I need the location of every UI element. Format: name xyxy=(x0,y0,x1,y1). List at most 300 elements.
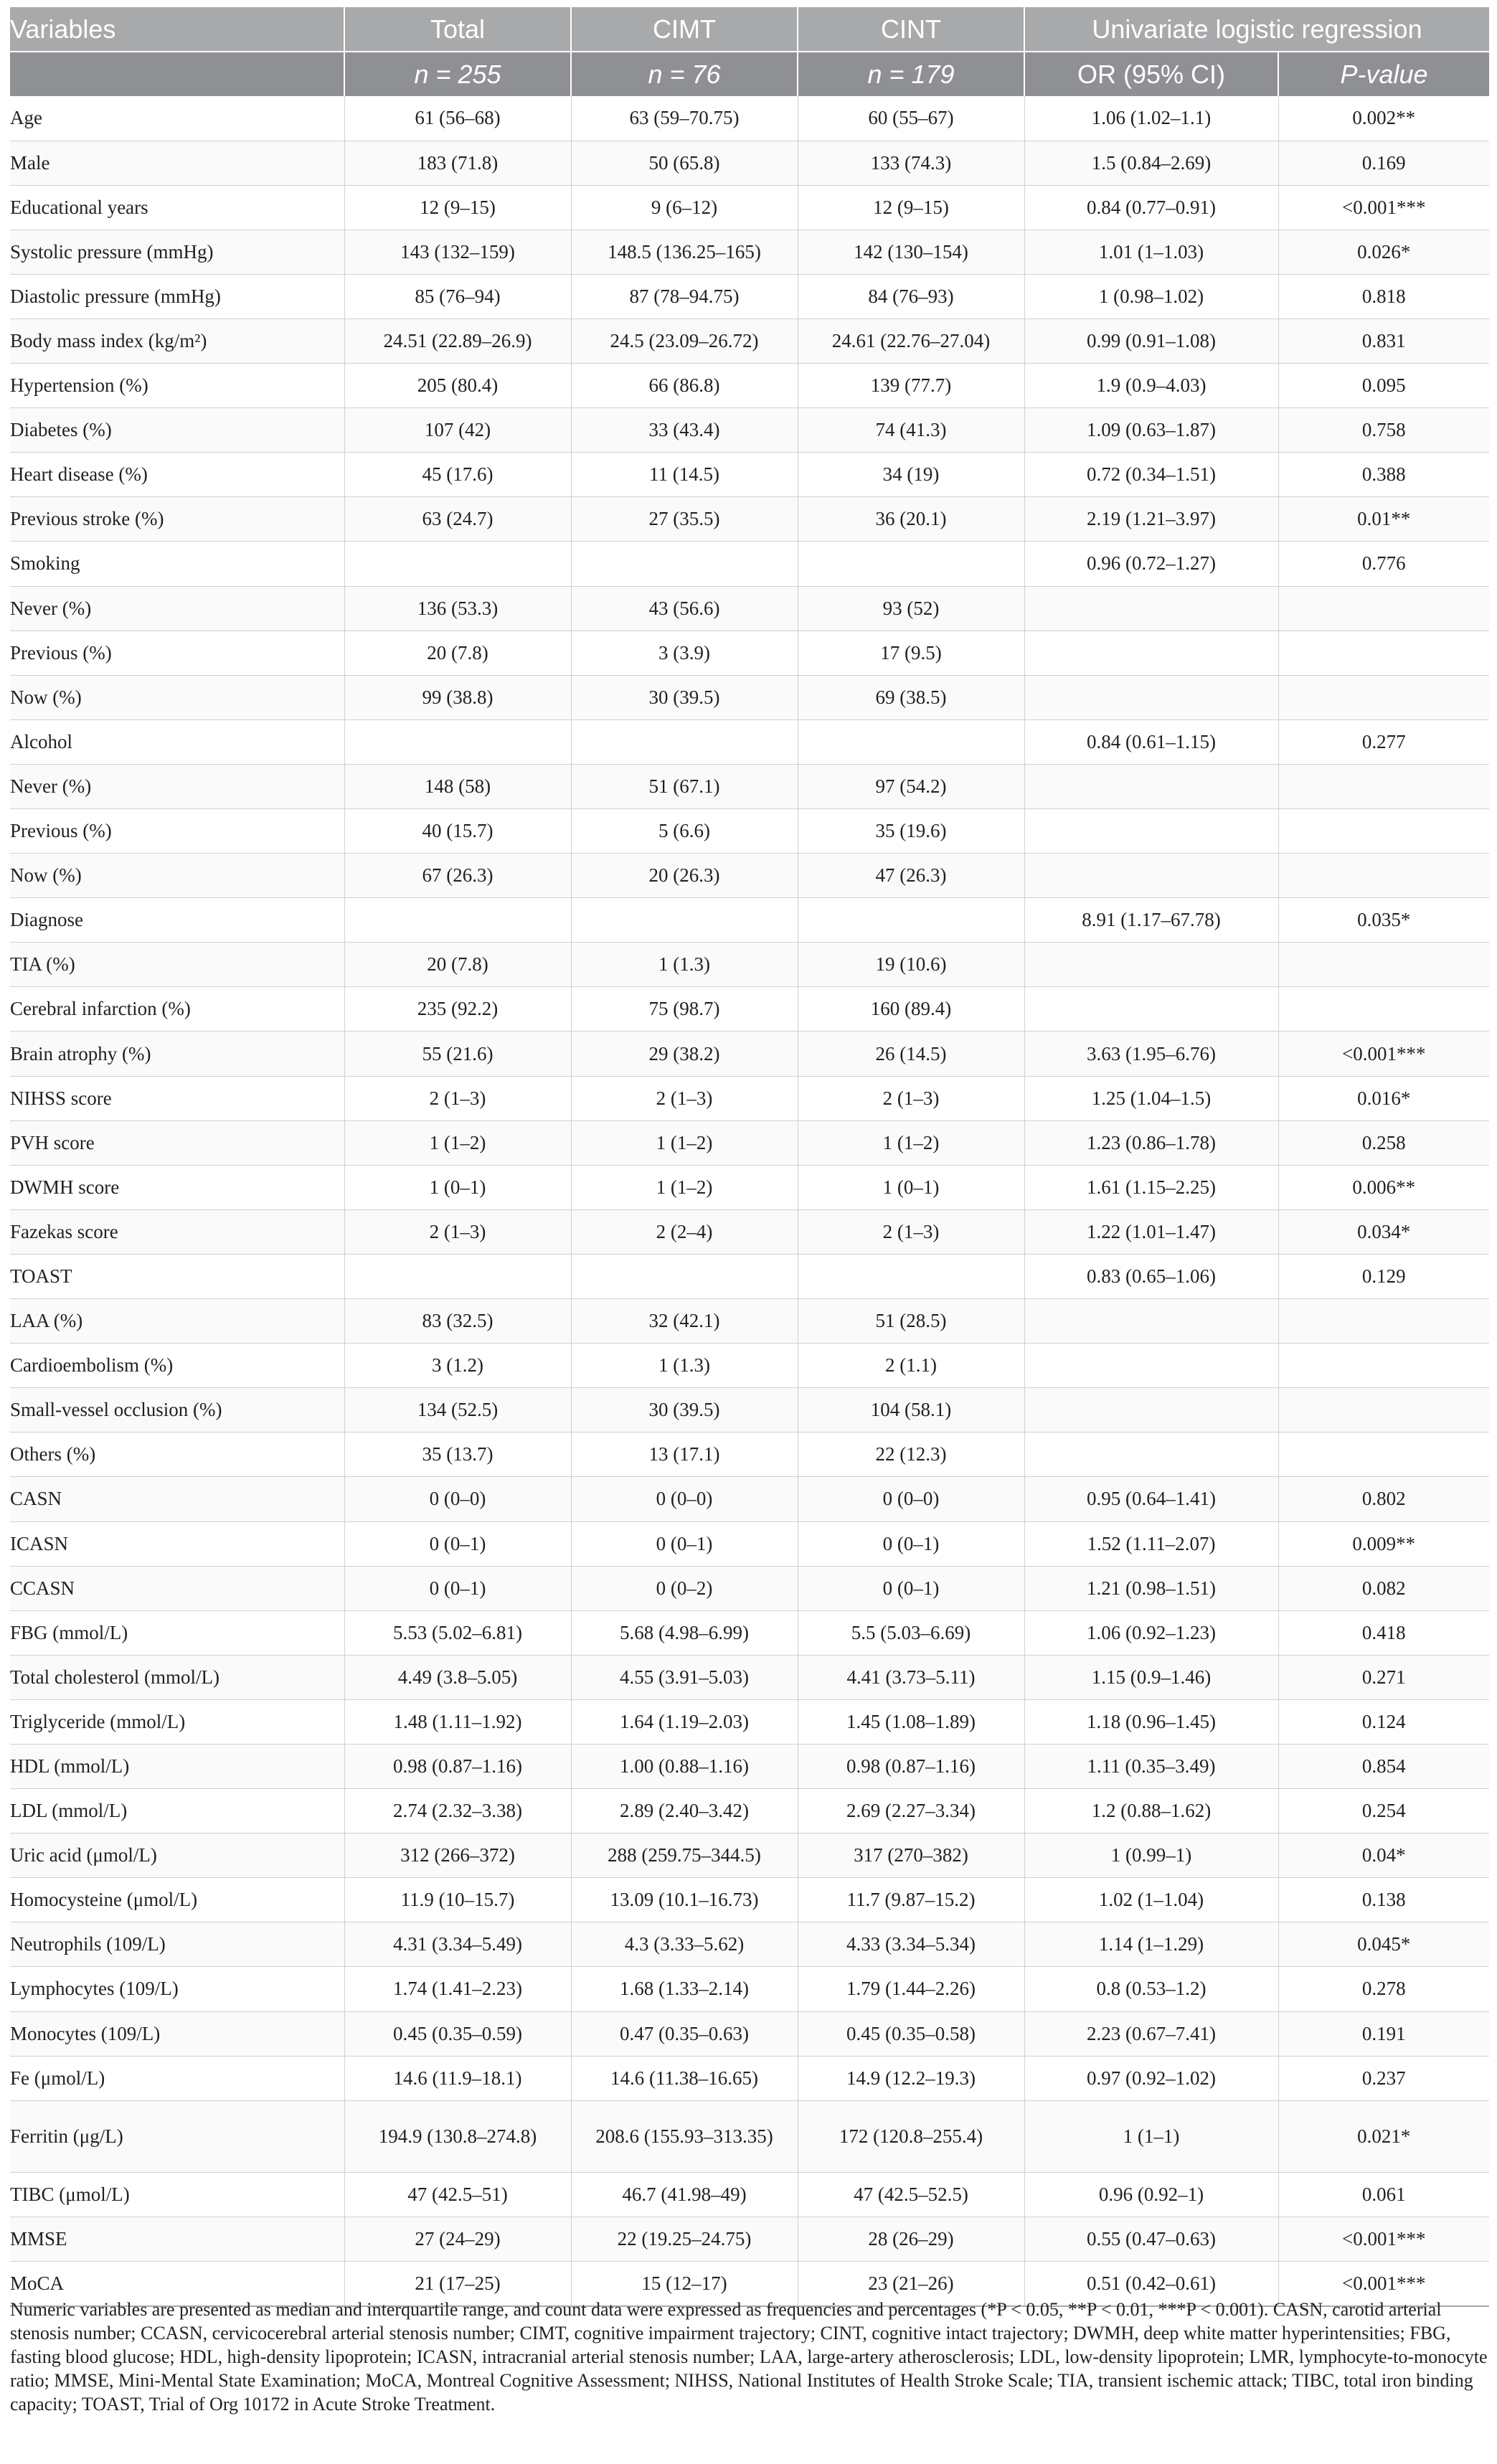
cell-or xyxy=(1024,987,1278,1032)
table-row xyxy=(10,943,1489,987)
cell-cint: 0.98 (0.87–1.16) xyxy=(798,1744,1024,1788)
cell-cimt: 13.09 (10.1–16.73) xyxy=(571,1878,798,1922)
cell-variable: Ferritin (μg/L) xyxy=(10,2100,344,2172)
cell-total: 47 (42.5–51) xyxy=(344,2172,571,2217)
table-footnote: Numeric variables are presented as median and interquartile range, and count data were expressed as frequencies and percentages (*P < 0.05, **P < 0.01, ***P < 0.001). CASN, carotid arterial stenosis number; CCASN, cervicocerebral arterial stenosis number; CIMT, cognitive impairment trajectory; CINT, cognitive intact trajectory; DWMH, deep white matter hyperintensities; FBG, fasting blood glucose; HDL, high-density lipoprotein; ICASN, intracranial arterial stenosis number; LAA, large-artery atherosclerosis; LDL, low-density lipoprotein; LMR, lymphocyte-to-monocyte ratio; MMSE, Mini-Mental State Examination; MoCA, Montreal Cognitive Assessment; NIHSS, National Institutes of Health Stroke Scale; TIA, transient ischemic attack; TIBC, total iron binding capacity; TOAST, Trial of Org 10172 in Acute Stroke Treatment. xyxy=(10,2299,1488,2415)
cell-total: 63 (24.7) xyxy=(344,497,571,542)
table-row xyxy=(10,1744,1489,1788)
cell-pvalue: 0.271 xyxy=(1278,1655,1489,1699)
table-row xyxy=(10,96,1489,141)
cell-cint: 1.79 (1.44–2.26) xyxy=(798,1967,1024,2011)
cell-pvalue: 0.006** xyxy=(1278,1165,1489,1209)
cell-total: 11.9 (10–15.7) xyxy=(344,1878,571,1922)
cell-cint: 2 (1–3) xyxy=(798,1209,1024,1254)
cell-total: 45 (17.6) xyxy=(344,453,571,497)
cell-total: 85 (76–94) xyxy=(344,274,571,318)
table-row xyxy=(10,987,1489,1032)
cell-total: 107 (42) xyxy=(344,408,571,453)
cell-pvalue: 0.388 xyxy=(1278,453,1489,497)
cell-variable: Brain atrophy (%) xyxy=(10,1032,344,1076)
table-row xyxy=(10,1967,1489,2011)
cell-variable: NIHSS score xyxy=(10,1076,344,1120)
cell-cint: 22 (12.3) xyxy=(798,1432,1024,1477)
cell-or: 1.23 (0.86–1.78) xyxy=(1024,1120,1278,1165)
cell-total: 21 (17–25) xyxy=(344,2261,571,2305)
table-row xyxy=(10,1165,1489,1209)
cell-variable: Small-vessel occlusion (%) xyxy=(10,1388,344,1432)
cell-cimt xyxy=(571,719,798,764)
cell-cint: 17 (9.5) xyxy=(798,631,1024,675)
cell-total: 183 (71.8) xyxy=(344,141,571,185)
cell-variable: MoCA xyxy=(10,2261,344,2305)
cell-total: 12 (9–15) xyxy=(344,185,571,230)
cell-variable: CCASN xyxy=(10,1566,344,1610)
cell-variable: Cerebral infarction (%) xyxy=(10,987,344,1032)
cell-pvalue xyxy=(1278,809,1489,854)
table-row xyxy=(10,141,1489,185)
cell-pvalue: 0.034* xyxy=(1278,1209,1489,1254)
table-row xyxy=(10,1209,1489,1254)
cell-cimt: 3 (3.9) xyxy=(571,631,798,675)
cell-cimt xyxy=(571,1254,798,1298)
cell-cint: 139 (77.7) xyxy=(798,364,1024,408)
table-body xyxy=(10,96,1489,2306)
cell-or: 1.06 (0.92–1.23) xyxy=(1024,1610,1278,1655)
cell-variable: CASN xyxy=(10,1477,344,1521)
cell-pvalue: 0.082 xyxy=(1278,1566,1489,1610)
table-row xyxy=(10,1566,1489,1610)
cell-cint: 60 (55–67) xyxy=(798,96,1024,141)
cell-cint: 47 (42.5–52.5) xyxy=(798,2172,1024,2217)
table-row xyxy=(10,1655,1489,1699)
cell-or: 1.11 (0.35–3.49) xyxy=(1024,1744,1278,1788)
cell-total xyxy=(344,719,571,764)
cell-or xyxy=(1024,631,1278,675)
cell-or: 0.99 (0.91–1.08) xyxy=(1024,318,1278,363)
cell-variable: Systolic pressure (mmHg) xyxy=(10,230,344,274)
cell-pvalue xyxy=(1278,631,1489,675)
cell-cimt: 1.64 (1.19–2.03) xyxy=(571,1699,798,1744)
cell-or: 0.83 (0.65–1.06) xyxy=(1024,1254,1278,1298)
cell-total: 148 (58) xyxy=(344,764,571,808)
cell-total: 1 (0–1) xyxy=(344,1165,571,1209)
cell-pvalue xyxy=(1278,764,1489,808)
cell-variable: Male xyxy=(10,141,344,185)
cell-cimt: 11 (14.5) xyxy=(571,453,798,497)
cell-or: 1.06 (1.02–1.1) xyxy=(1024,96,1278,141)
cell-cint: 23 (21–26) xyxy=(798,2261,1024,2305)
table-row xyxy=(10,809,1489,854)
cell-cimt: 148.5 (136.25–165) xyxy=(571,230,798,274)
table-row xyxy=(10,274,1489,318)
cell-pvalue: 0.169 xyxy=(1278,141,1489,185)
cell-cimt: 1.68 (1.33–2.14) xyxy=(571,1967,798,2011)
cell-total xyxy=(344,1254,571,1298)
cell-variable: FBG (mmol/L) xyxy=(10,1610,344,1655)
cell-or: 1 (0.99–1) xyxy=(1024,1833,1278,1878)
cell-total: 14.6 (11.9–18.1) xyxy=(344,2056,571,2100)
cell-variable: Never (%) xyxy=(10,586,344,631)
cell-pvalue: 0.278 xyxy=(1278,1967,1489,2011)
cell-or: 1.25 (1.04–1.5) xyxy=(1024,1076,1278,1120)
header-total-n: n = 255 xyxy=(344,52,571,96)
cell-or: 0.95 (0.64–1.41) xyxy=(1024,1477,1278,1521)
header-cimt: CIMT xyxy=(571,7,798,52)
cell-or: 1.52 (1.11–2.07) xyxy=(1024,1521,1278,1566)
cell-variable: Diabetes (%) xyxy=(10,408,344,453)
cell-or xyxy=(1024,854,1278,898)
cell-cint: 19 (10.6) xyxy=(798,943,1024,987)
cell-cint: 11.7 (9.87–15.2) xyxy=(798,1878,1024,1922)
cell-total: 2.74 (2.32–3.38) xyxy=(344,1789,571,1833)
cell-variable: PVH score xyxy=(10,1120,344,1165)
cell-pvalue xyxy=(1278,987,1489,1032)
header-total: Total xyxy=(344,7,571,52)
cell-pvalue xyxy=(1278,1299,1489,1344)
cell-pvalue xyxy=(1278,586,1489,631)
cell-or: 0.72 (0.34–1.51) xyxy=(1024,453,1278,497)
cell-pvalue: 0.854 xyxy=(1278,1744,1489,1788)
cell-pvalue: 0.277 xyxy=(1278,719,1489,764)
cell-total xyxy=(344,898,571,943)
cell-total: 83 (32.5) xyxy=(344,1299,571,1344)
cell-or: 0.84 (0.61–1.15) xyxy=(1024,719,1278,764)
cell-or xyxy=(1024,586,1278,631)
header-variables: Variables xyxy=(10,7,344,52)
table-row xyxy=(10,1610,1489,1655)
cell-total: 99 (38.8) xyxy=(344,675,571,719)
cell-cimt: 46.7 (41.98–49) xyxy=(571,2172,798,2217)
cell-cint: 1 (1–2) xyxy=(798,1120,1024,1165)
cell-total: 134 (52.5) xyxy=(344,1388,571,1432)
table-row xyxy=(10,2172,1489,2217)
cell-cint: 2.69 (2.27–3.34) xyxy=(798,1789,1024,1833)
cell-pvalue xyxy=(1278,854,1489,898)
cell-cint: 24.61 (22.76–27.04) xyxy=(798,318,1024,363)
cell-pvalue: <0.001*** xyxy=(1278,1032,1489,1076)
cell-variable: Cardioembolism (%) xyxy=(10,1344,344,1388)
cell-total: 136 (53.3) xyxy=(344,586,571,631)
cell-cimt xyxy=(571,542,798,586)
cell-cimt: 27 (35.5) xyxy=(571,497,798,542)
cell-cint: 0 (0–1) xyxy=(798,1566,1024,1610)
cell-cimt: 24.5 (23.09–26.72) xyxy=(571,318,798,363)
cell-total: 312 (266–372) xyxy=(344,1833,571,1878)
cell-pvalue: <0.001*** xyxy=(1278,185,1489,230)
cell-cint: 104 (58.1) xyxy=(798,1388,1024,1432)
cell-pvalue: <0.001*** xyxy=(1278,2261,1489,2305)
cell-total: 67 (26.3) xyxy=(344,854,571,898)
table-row xyxy=(10,2056,1489,2100)
header-cint: CINT xyxy=(798,7,1024,52)
table-row xyxy=(10,631,1489,675)
cell-variable: Diastolic pressure (mmHg) xyxy=(10,274,344,318)
cell-cint: 28 (26–29) xyxy=(798,2217,1024,2261)
cell-cint: 4.41 (3.73–5.11) xyxy=(798,1655,1024,1699)
cell-variable: Monocytes (109/L) xyxy=(10,2011,344,2056)
cell-variable: TIA (%) xyxy=(10,943,344,987)
cell-pvalue: 0.124 xyxy=(1278,1699,1489,1744)
table-row xyxy=(10,497,1489,542)
cell-total: 1.48 (1.11–1.92) xyxy=(344,1699,571,1744)
cell-pvalue: 0.258 xyxy=(1278,1120,1489,1165)
cell-cimt: 14.6 (11.38–16.65) xyxy=(571,2056,798,2100)
cell-variable: Body mass index (kg/m²) xyxy=(10,318,344,363)
cell-cint: 35 (19.6) xyxy=(798,809,1024,854)
cell-or: 1.21 (0.98–1.51) xyxy=(1024,1566,1278,1610)
header-cint-n: n = 179 xyxy=(798,52,1024,96)
cell-total: 1.74 (1.41–2.23) xyxy=(344,1967,571,2011)
cell-variable: Smoking xyxy=(10,542,344,586)
table-row xyxy=(10,1699,1489,1744)
cell-or: 0.96 (0.92–1) xyxy=(1024,2172,1278,2217)
cell-cimt: 30 (39.5) xyxy=(571,675,798,719)
cell-total: 35 (13.7) xyxy=(344,1432,571,1477)
header-univariate: Univariate logistic regression xyxy=(1024,7,1489,52)
cell-cimt: 5.68 (4.98–6.99) xyxy=(571,1610,798,1655)
cell-variable: Age xyxy=(10,96,344,141)
cell-variable: Neutrophils (109/L) xyxy=(10,1922,344,1967)
cell-or: 1.22 (1.01–1.47) xyxy=(1024,1209,1278,1254)
cell-total: 5.53 (5.02–6.81) xyxy=(344,1610,571,1655)
table-row xyxy=(10,586,1489,631)
cell-cimt: 0 (0–2) xyxy=(571,1566,798,1610)
cell-variable: Fazekas score xyxy=(10,1209,344,1254)
header-or: OR (95% CI) xyxy=(1024,52,1278,96)
cell-variable: Alcohol xyxy=(10,719,344,764)
table-row xyxy=(10,2217,1489,2261)
cell-cimt: 5 (6.6) xyxy=(571,809,798,854)
cell-cint: 2 (1.1) xyxy=(798,1344,1024,1388)
table-row xyxy=(10,719,1489,764)
cell-total: 24.51 (22.89–26.9) xyxy=(344,318,571,363)
cell-pvalue: 0.831 xyxy=(1278,318,1489,363)
cell-or: 1.9 (0.9–4.03) xyxy=(1024,364,1278,408)
cell-cint xyxy=(798,542,1024,586)
cell-pvalue: 0.01** xyxy=(1278,497,1489,542)
header-row-1 xyxy=(10,7,1489,52)
cell-cimt: 4.55 (3.91–5.03) xyxy=(571,1655,798,1699)
cell-cint: 2 (1–3) xyxy=(798,1076,1024,1120)
cell-or: 0.55 (0.47–0.63) xyxy=(1024,2217,1278,2261)
cell-or: 1.14 (1–1.29) xyxy=(1024,1922,1278,1967)
cell-cint: 142 (130–154) xyxy=(798,230,1024,274)
cell-variable: HDL (mmol/L) xyxy=(10,1744,344,1788)
cell-pvalue: 0.026* xyxy=(1278,230,1489,274)
cell-cimt: 13 (17.1) xyxy=(571,1432,798,1477)
table-row xyxy=(10,408,1489,453)
cell-variable: Diagnose xyxy=(10,898,344,943)
cell-cint: 0.45 (0.35–0.58) xyxy=(798,2011,1024,2056)
cell-total: 27 (24–29) xyxy=(344,2217,571,2261)
table-row xyxy=(10,854,1489,898)
cell-cimt: 0 (0–0) xyxy=(571,1477,798,1521)
table-row xyxy=(10,1432,1489,1477)
cell-or: 0.8 (0.53–1.2) xyxy=(1024,1967,1278,2011)
cell-pvalue: 0.04* xyxy=(1278,1833,1489,1878)
cell-cimt: 208.6 (155.93–313.35) xyxy=(571,2100,798,2172)
table-row xyxy=(10,2100,1489,2172)
cell-cimt: 63 (59–70.75) xyxy=(571,96,798,141)
cell-or: 1.09 (0.63–1.87) xyxy=(1024,408,1278,453)
cell-pvalue: 0.237 xyxy=(1278,2056,1489,2100)
cell-cint: 47 (26.3) xyxy=(798,854,1024,898)
cell-total: 0 (0–1) xyxy=(344,1566,571,1610)
header-blank xyxy=(10,52,344,96)
cell-cimt: 43 (56.6) xyxy=(571,586,798,631)
cell-cint: 317 (270–382) xyxy=(798,1833,1024,1878)
cell-cimt: 4.3 (3.33–5.62) xyxy=(571,1922,798,1967)
cell-or: 1.02 (1–1.04) xyxy=(1024,1878,1278,1922)
cell-pvalue: 0.758 xyxy=(1278,408,1489,453)
cell-cint: 69 (38.5) xyxy=(798,675,1024,719)
cell-cint: 36 (20.1) xyxy=(798,497,1024,542)
cell-pvalue: 0.191 xyxy=(1278,2011,1489,2056)
cell-cint xyxy=(798,1254,1024,1298)
cell-total: 143 (132–159) xyxy=(344,230,571,274)
cell-variable: Educational years xyxy=(10,185,344,230)
cell-variable: Total cholesterol (mmol/L) xyxy=(10,1655,344,1699)
cell-cimt: 20 (26.3) xyxy=(571,854,798,898)
cell-cint: 160 (89.4) xyxy=(798,987,1024,1032)
cell-total: 3 (1.2) xyxy=(344,1344,571,1388)
cell-pvalue xyxy=(1278,675,1489,719)
table-row xyxy=(10,675,1489,719)
table-row xyxy=(10,185,1489,230)
cell-cint: 1 (0–1) xyxy=(798,1165,1024,1209)
cell-or: 0.97 (0.92–1.02) xyxy=(1024,2056,1278,2100)
cell-total: 0 (0–0) xyxy=(344,1477,571,1521)
table-row xyxy=(10,1299,1489,1344)
cell-or xyxy=(1024,1344,1278,1388)
table-row xyxy=(10,1344,1489,1388)
table-row xyxy=(10,1922,1489,1967)
cell-variable: Fe (μmol/L) xyxy=(10,2056,344,2100)
table-row xyxy=(10,1521,1489,1566)
cell-or: 1.15 (0.9–1.46) xyxy=(1024,1655,1278,1699)
cell-cimt: 1 (1.3) xyxy=(571,943,798,987)
cell-total: 55 (21.6) xyxy=(344,1032,571,1076)
table-row xyxy=(10,1076,1489,1120)
table-row xyxy=(10,1833,1489,1878)
cell-cimt: 2 (1–3) xyxy=(571,1076,798,1120)
table-row xyxy=(10,1254,1489,1298)
cell-cimt: 0.47 (0.35–0.63) xyxy=(571,2011,798,2056)
cell-variable: Others (%) xyxy=(10,1432,344,1477)
table-row xyxy=(10,1032,1489,1076)
cell-variable: Hypertension (%) xyxy=(10,364,344,408)
cell-cimt: 9 (6–12) xyxy=(571,185,798,230)
cell-cint: 26 (14.5) xyxy=(798,1032,1024,1076)
cell-pvalue: 0.095 xyxy=(1278,364,1489,408)
cell-pvalue: <0.001*** xyxy=(1278,2217,1489,2261)
cell-cint: 34 (19) xyxy=(798,453,1024,497)
cell-variable: ICASN xyxy=(10,1521,344,1566)
cell-cint: 84 (76–93) xyxy=(798,274,1024,318)
cell-pvalue: 0.254 xyxy=(1278,1789,1489,1833)
cell-total: 61 (56–68) xyxy=(344,96,571,141)
cell-or: 1.2 (0.88–1.62) xyxy=(1024,1789,1278,1833)
cell-variable: Previous stroke (%) xyxy=(10,497,344,542)
cell-or xyxy=(1024,764,1278,808)
cell-total: 20 (7.8) xyxy=(344,631,571,675)
cell-cimt: 15 (12–17) xyxy=(571,2261,798,2305)
cell-variable: MMSE xyxy=(10,2217,344,2261)
cell-or xyxy=(1024,1388,1278,1432)
cell-cint: 74 (41.3) xyxy=(798,408,1024,453)
cell-cimt: 30 (39.5) xyxy=(571,1388,798,1432)
cell-pvalue: 0.061 xyxy=(1278,2172,1489,2217)
cell-cint: 12 (9–15) xyxy=(798,185,1024,230)
cell-cint: 51 (28.5) xyxy=(798,1299,1024,1344)
cell-total: 2 (1–3) xyxy=(344,1209,571,1254)
data-table xyxy=(10,7,1489,2307)
cell-cint: 0 (0–1) xyxy=(798,1521,1024,1566)
cell-cint xyxy=(798,898,1024,943)
table-row xyxy=(10,898,1489,943)
cell-or: 2.19 (1.21–3.97) xyxy=(1024,497,1278,542)
cell-cimt xyxy=(571,898,798,943)
cell-cimt: 66 (86.8) xyxy=(571,364,798,408)
cell-total: 205 (80.4) xyxy=(344,364,571,408)
cell-cint: 97 (54.2) xyxy=(798,764,1024,808)
cell-cint: 133 (74.3) xyxy=(798,141,1024,185)
cell-total: 4.31 (3.34–5.49) xyxy=(344,1922,571,1967)
cell-pvalue: 0.802 xyxy=(1278,1477,1489,1521)
cell-total: 20 (7.8) xyxy=(344,943,571,987)
cell-total: 1 (1–2) xyxy=(344,1120,571,1165)
cell-cimt: 0 (0–1) xyxy=(571,1521,798,1566)
cell-cimt: 1 (1–2) xyxy=(571,1165,798,1209)
cell-cimt: 87 (78–94.75) xyxy=(571,274,798,318)
cell-cint: 172 (120.8–255.4) xyxy=(798,2100,1024,2172)
table-row xyxy=(10,1477,1489,1521)
cell-total: 194.9 (130.8–274.8) xyxy=(344,2100,571,2172)
cell-variable: DWMH score xyxy=(10,1165,344,1209)
table-row xyxy=(10,364,1489,408)
cell-total: 0 (0–1) xyxy=(344,1521,571,1566)
cell-variable: Previous (%) xyxy=(10,809,344,854)
cell-cimt: 22 (19.25–24.75) xyxy=(571,2217,798,2261)
cell-cimt: 33 (43.4) xyxy=(571,408,798,453)
cell-cimt: 50 (65.8) xyxy=(571,141,798,185)
cell-or: 0.84 (0.77–0.91) xyxy=(1024,185,1278,230)
cell-variable: Uric acid (μmol/L) xyxy=(10,1833,344,1878)
cell-variable: Never (%) xyxy=(10,764,344,808)
cell-variable: LAA (%) xyxy=(10,1299,344,1344)
cell-or xyxy=(1024,1432,1278,1477)
cell-or: 1.18 (0.96–1.45) xyxy=(1024,1699,1278,1744)
cell-pvalue: 0.035* xyxy=(1278,898,1489,943)
cell-or: 1.01 (1–1.03) xyxy=(1024,230,1278,274)
cell-pvalue: 0.016* xyxy=(1278,1076,1489,1120)
cell-variable: TIBC (μmol/L) xyxy=(10,2172,344,2217)
cell-total: 4.49 (3.8–5.05) xyxy=(344,1655,571,1699)
cell-pvalue: 0.129 xyxy=(1278,1254,1489,1298)
cell-or: 0.96 (0.72–1.27) xyxy=(1024,542,1278,586)
cell-or xyxy=(1024,675,1278,719)
cell-cint: 14.9 (12.2–19.3) xyxy=(798,2056,1024,2100)
cell-cint: 4.33 (3.34–5.34) xyxy=(798,1922,1024,1967)
table-row xyxy=(10,318,1489,363)
cell-or xyxy=(1024,809,1278,854)
cell-cimt: 1 (1.3) xyxy=(571,1344,798,1388)
cell-pvalue: 0.002** xyxy=(1278,96,1489,141)
cell-or: 1.61 (1.15–2.25) xyxy=(1024,1165,1278,1209)
table-row xyxy=(10,1120,1489,1165)
table-row xyxy=(10,1878,1489,1922)
cell-pvalue xyxy=(1278,1344,1489,1388)
